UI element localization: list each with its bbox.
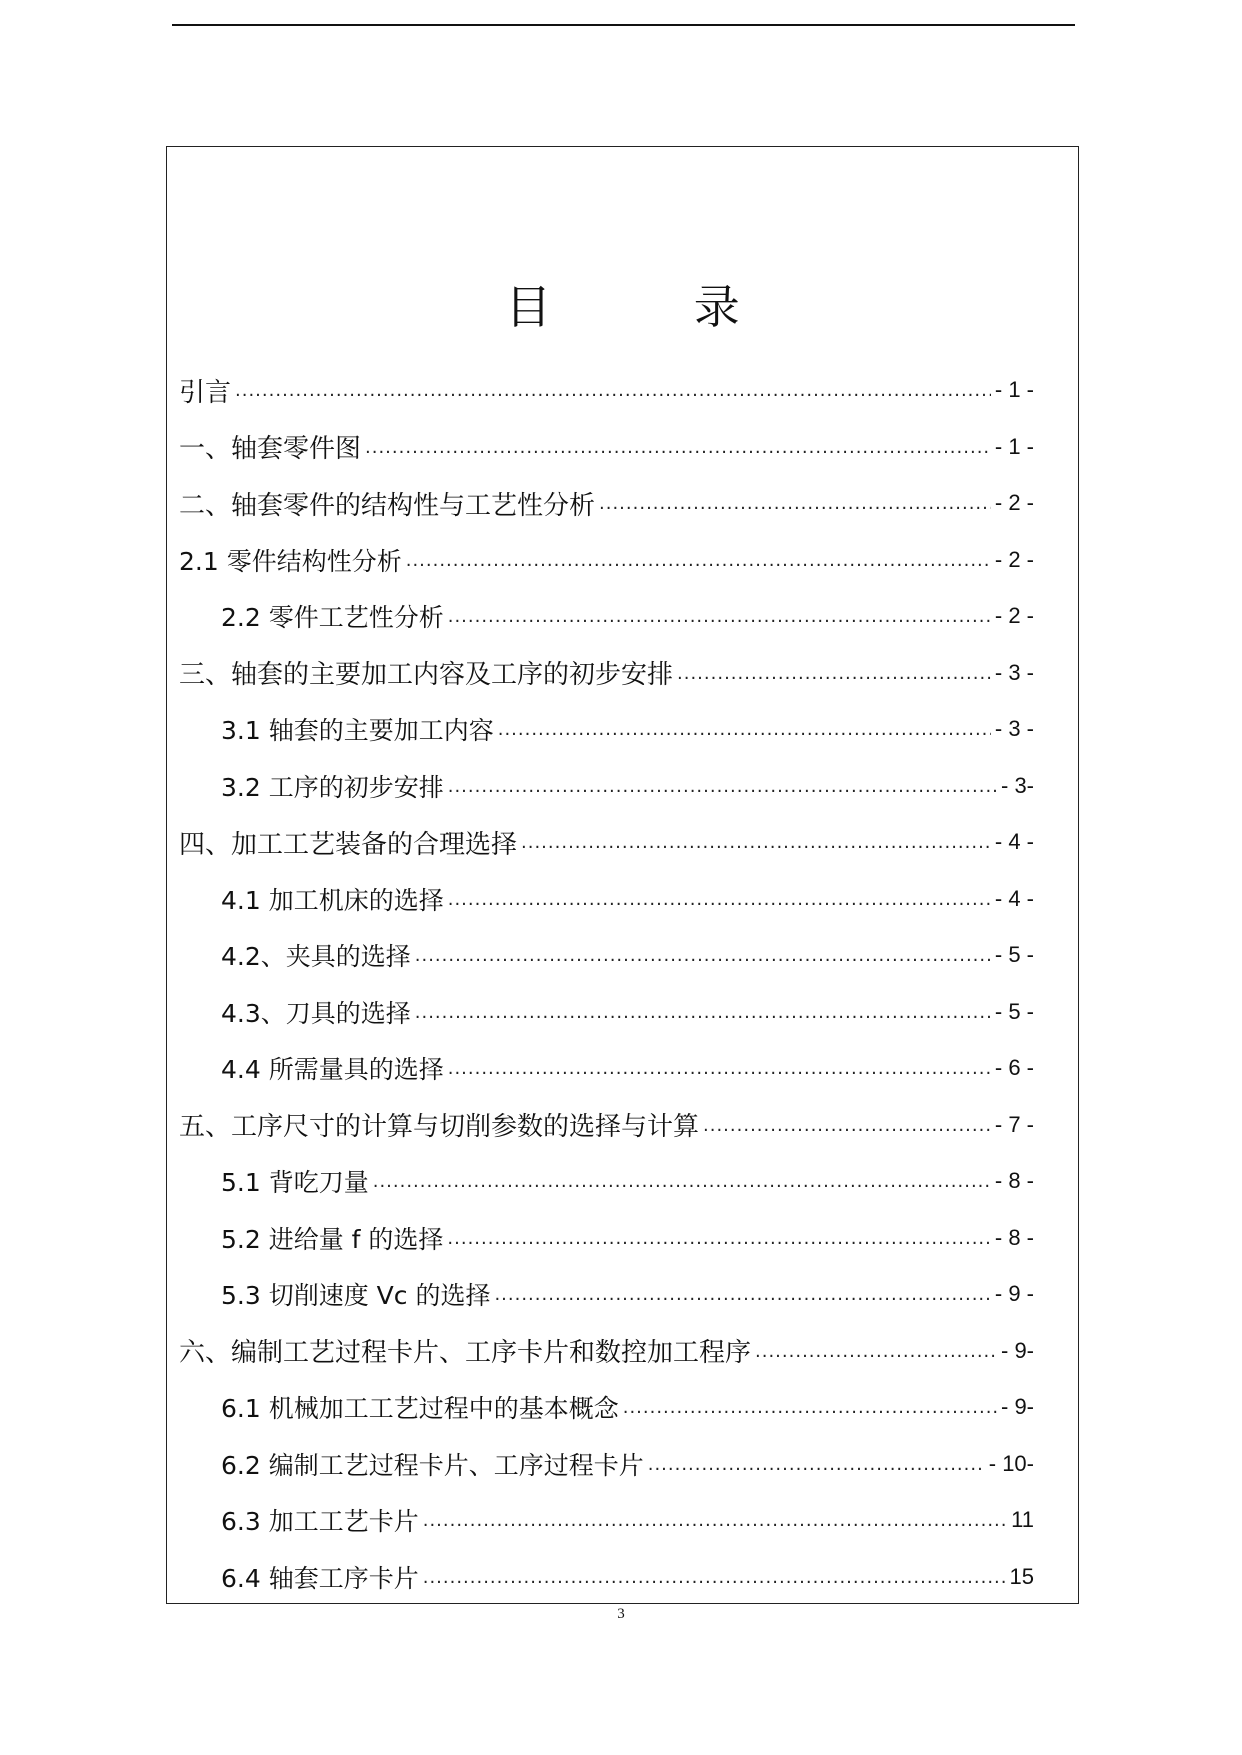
toc-leader-dots [677,660,991,686]
toc-entry-page: - 9- [1001,1337,1034,1363]
toc-leader-dots [623,1394,997,1420]
toc-entry[interactable] [179,814,1034,871]
toc-entry-label: 4.3、刀具的选择 [221,998,411,1028]
toc-entry-page: 11 [1011,1507,1034,1533]
toc-entry-label: 5.2 进给量 f 的选择 [221,1224,444,1254]
toc-entry[interactable] [179,1549,1034,1606]
toc-leader-dots [498,716,991,742]
toc-entry-page: - 3- [1001,772,1034,798]
header-rule [172,24,1075,26]
toc-leader-dots [415,942,991,968]
toc-entry-page: - 5 - [994,998,1034,1024]
toc-leader-dots [235,377,991,403]
toc-entry-label: 4.2、夹具的选择 [221,942,411,972]
toc-entry-page: - 2 - [994,490,1034,516]
toc-title: 目 录 [505,280,804,334]
toc-entry[interactable] [179,1097,1034,1154]
toc-leader-dots [406,547,991,573]
toc-entry-label: 引言 [179,377,232,408]
toc-leader-dots [423,1564,1006,1590]
toc-entry[interactable] [179,758,1034,815]
toc-entry[interactable] [179,1210,1034,1267]
toc-entry[interactable] [179,1492,1034,1549]
toc-entry[interactable] [179,475,1034,532]
toc-leader-dots [521,829,991,855]
toc-entry-page: - 1 - [994,377,1034,403]
toc-leader-dots [448,603,991,629]
toc-entry-page: - 4 - [994,829,1034,855]
toc-entry[interactable] [179,701,1034,758]
toc-entry[interactable] [179,1040,1034,1097]
toc-entry[interactable] [179,1379,1034,1436]
toc-entry-page: - 8 - [994,1224,1034,1250]
toc-entry-label: 4.4 所需量具的选择 [221,1055,444,1085]
toc-entry[interactable] [179,362,1034,419]
toc-frame [166,146,1079,1604]
toc-entry[interactable] [179,1323,1034,1380]
toc-entry[interactable] [179,1436,1034,1493]
toc-entry-label: 四、加工工艺装备的合理选择 [179,829,518,860]
toc-entry[interactable] [179,588,1034,645]
toc-entry-label: 三、轴套的主要加工内容及工序的初步安排 [179,660,674,691]
toc-entry-page: - 3 - [994,659,1034,685]
toc-entry[interactable] [179,645,1034,702]
toc-entry-page: - 4 - [994,885,1034,911]
toc-entry[interactable] [179,984,1034,1041]
toc-entry-label: 5.1 背吃刀量 [221,1168,369,1198]
toc-entry-label: 五、工序尺寸的计算与切削参数的选择与计算 [179,1112,700,1143]
toc-leader-dots [365,434,991,460]
toc-entry-page: - 5 - [994,942,1034,968]
toc-entry-page: - 2 - [994,546,1034,572]
toc-entry-page: - 9- [1001,1394,1034,1420]
toc-entry-page: - 2 - [994,603,1034,629]
toc-entry-page: - 7 - [994,1111,1034,1137]
page-number: 3 [617,1606,625,1622]
toc-entry-page: 15 [1009,1563,1034,1589]
toc-leader-dots [448,773,997,799]
toc-entry-label: 6.2 编制工艺过程卡片、工序过程卡片 [221,1450,644,1480]
toc-leader-dots [755,1338,997,1364]
toc-entry[interactable] [179,871,1034,928]
toc-entry-label: 5.3 切削速度 Vc 的选择 [221,1281,491,1311]
toc-leader-dots [423,1507,1007,1533]
toc-entry-label: 3.2 工序的初步安排 [221,772,444,802]
toc-leader-dots [415,999,991,1025]
toc-entry-label: 2.2 零件工艺性分析 [221,603,444,633]
toc-entry-label: 一、轴套零件图 [179,434,362,465]
toc-entry-page: - 3 - [994,716,1034,742]
toc-entry-label: 6.3 加工工艺卡片 [221,1507,419,1537]
toc-leader-dots [648,1451,985,1477]
toc-entry[interactable] [179,1266,1034,1323]
toc-leader-dots [447,1225,990,1251]
toc-list [179,362,1034,1605]
toc-entry-label: 4.1 加工机床的选择 [221,885,444,915]
toc-leader-dots [373,1168,991,1194]
toc-entry-label: 3.1 轴套的主要加工内容 [221,716,494,746]
toc-entry[interactable] [179,927,1034,984]
toc-leader-dots [448,1055,991,1081]
toc-entry-page: - 6 - [994,1055,1034,1081]
toc-entry[interactable] [179,419,1034,476]
toc-entry-page: - 8 - [994,1168,1034,1194]
toc-entry-page: - 1 - [994,433,1034,459]
toc-leader-dots [494,1281,990,1307]
toc-leader-dots [448,886,991,912]
toc-entry-page: - 9 - [994,1281,1034,1307]
toc-entry-label: 六、编制工艺过程卡片、工序卡片和数控加工程序 [179,1338,752,1369]
toc-entry-page: - 10- [988,1450,1034,1476]
toc-leader-dots [703,1112,991,1138]
toc-leader-dots [599,490,991,516]
toc-entry-label: 6.1 机械加工工艺过程中的基本概念 [221,1394,619,1424]
toc-entry-label: 二、轴套零件的结构性与工艺性分析 [179,490,596,521]
toc-entry[interactable] [179,1153,1034,1210]
toc-entry-label: 6.4 轴套工序卡片 [221,1563,419,1593]
toc-entry[interactable] [179,532,1034,589]
toc-entry-label: 2.1 零件结构性分析 [179,546,402,576]
